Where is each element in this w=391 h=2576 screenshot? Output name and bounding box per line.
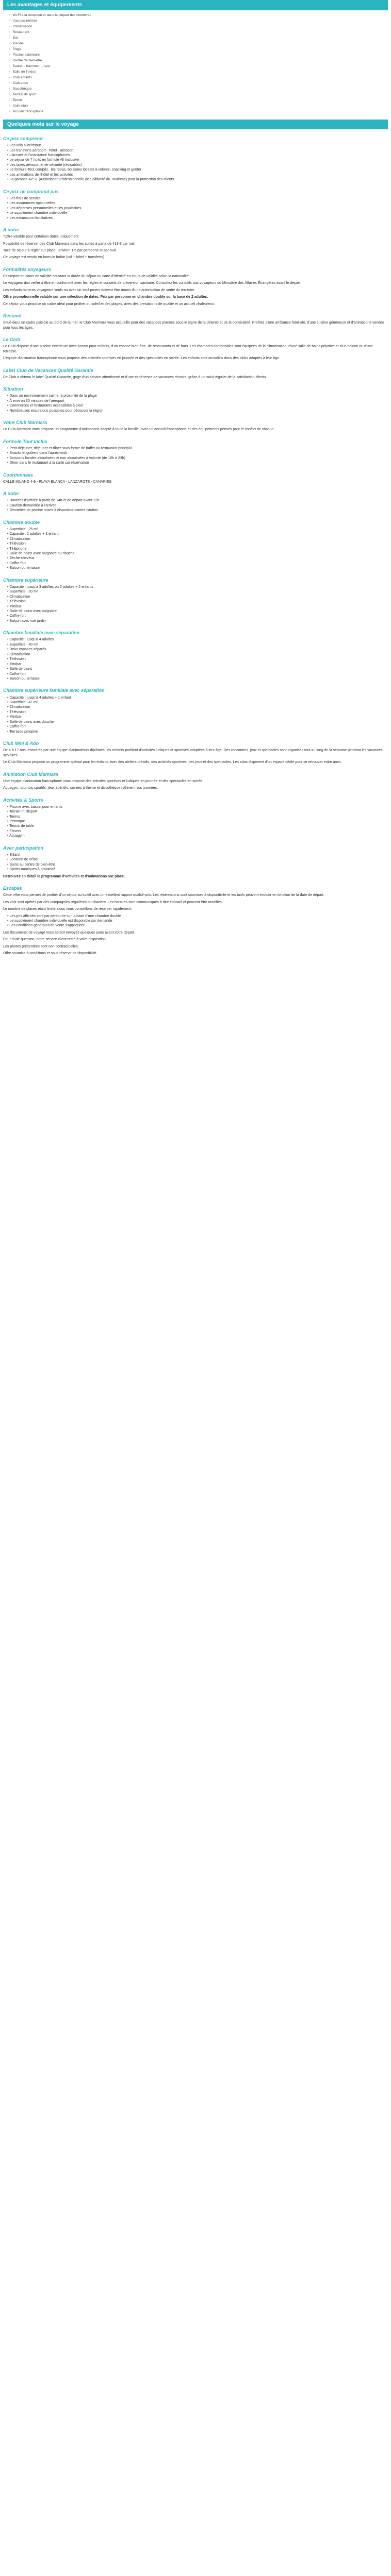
room-feature-label: Climatisation [9,652,30,656]
room-feature-label: Balcon ou terrasse [9,676,40,681]
included-item [7,143,388,148]
amenity-item [8,41,388,46]
check-icon: ✓ [8,64,11,68]
note-item [7,498,388,503]
check-icon: ✓ [8,87,11,91]
info-bullet-label: Les prix affichés sont par personne sur la base d'une chambre double [9,914,121,918]
info-paragraph: Les vols sont opérés par des compagnies régulières ou charters. Les horaires sont communiqués à titre indicatif et peuvent être modifiés. [3,900,223,904]
check-icon: ✓ [8,13,11,17]
heading-summary: Résumé [3,313,22,319]
activities-list [3,805,388,839]
included-list [3,143,388,182]
amenity-item [8,63,388,69]
footer-paragraph: Les photos présentées sont non contractuelles. [3,944,79,948]
note-item-label: Caution demandée à l'arrivée [9,503,57,507]
anim-paragraph: Aquagym, tournois sportifs, jeux apéritifs, soirées à thème et discothèque rythment vos journées. [3,786,158,790]
excluded-item [7,196,388,201]
amenity-item [8,58,388,63]
included-item [7,163,388,167]
included-item [7,177,388,182]
anim-block [3,779,388,791]
room-feature [7,696,388,700]
included-item [7,148,388,153]
amenity-item-label: Centre de bien-être [12,58,42,62]
situation-item-label: Dans un environnement calme, à proximité de la plage [9,394,97,398]
room-feature [7,730,388,734]
room-feature-label: Minibar [9,662,22,666]
activity-item [7,824,388,828]
family-list [3,637,388,681]
heading-double: Chambre double [3,519,40,525]
closing-text: Retrouvez en détail le programme d'activités et d'animations sur place. [3,874,125,878]
heading-note: A noter [3,227,20,232]
room-feature [7,652,388,657]
room-feature-label: Sèche-cheveux [9,556,35,561]
excluded-item [7,206,388,211]
heading-club: Le Club [3,337,20,343]
included-item-label: Les transferts aéroport - hôtel - aéroport [9,148,74,152]
activity-item-label: Aquagym [9,834,25,838]
room-feature-label: Coffre-fort [9,614,26,618]
check-icon: ✓ [8,98,11,102]
room-feature-label: Balcon ou terrasse [9,566,40,570]
amenity-item [8,103,388,109]
note-item-label: Horaires d'arrivée à partir de 14h et de départ avant 12h [9,499,100,503]
ourclub-text: Le Club Marmara vous propose un programme d'animations adapté à toute la famille, avec un accueil francophone et des équipements pensés pour le confort de chacun. [3,428,275,432]
activity-item-label: Tennis [9,815,20,819]
room-feature [7,667,388,671]
note-block [3,234,388,260]
room-feature [7,676,388,681]
check-icon: ✓ [8,75,11,79]
formality-line: Le voyageur doit veiller à être en conformité avec les règles et conseils de prévention sanitaire. Consultez les conseils aux voyageurs du Ministère des Affaires Étrangères avant le départ. [3,281,302,285]
club-paragraph: L'équipe d'animation francophone vous propose des activités sportives en journée et des spectacles en soirée. Les enfants sont accueillis dans des clubs adaptés à leur âge. [3,357,280,361]
supfamily-list [3,696,388,735]
activity-item [7,829,388,834]
activity-item-label: Piscine avec bassin pour enfants [9,805,62,809]
formality-line: Les enfants mineurs voyageant seuls ou avec un seul parent doivent être munis d'une autorisation de sortie du territoire. [3,288,196,292]
situation-list [3,394,388,413]
amenity-item [8,35,388,41]
amenity-item-label: Salle de fitness [12,70,36,74]
note-line: Ce voyage est vendu en formule forfait (vol + hôtel + transferts) [3,256,105,260]
excluded-list [3,196,388,221]
room-feature [7,551,388,556]
amenity-item [8,97,388,103]
room-feature-label: Capacité : jusqu'à 4 adultes + 1 enfant [9,696,71,700]
details-item [7,446,388,451]
heading-supfamily: Chambre supérieure familiale avec séparation [3,688,105,693]
amenities-list [3,12,388,114]
included-item [7,173,388,177]
paid-item [7,853,388,857]
heading-excluded: Ce prix ne comprend pas [3,189,59,194]
paid-item-label: Soins au centre de bien-être [9,862,55,867]
room-feature-label: Télévision [9,600,26,604]
included-item-label: Les animations de l'hôtel et les activités [9,173,73,177]
amenity-item [8,52,388,58]
check-icon: ✓ [8,19,11,23]
amenity-item [8,12,388,18]
room-feature-label: Capacité : jusqu'à 4 adultes [9,638,54,642]
amenity-item [8,24,388,29]
room-feature [7,715,388,719]
room-feature-label: Coffre-fort [9,561,26,565]
footer-paragraph: Offre soumise à conditions et sous réserve de disponibilité. [3,952,97,956]
room-feature [7,720,388,724]
details-item [7,461,388,465]
paid-item-label: Location de vélos [9,858,38,862]
details-item-label: Boissons locales alcoolisées et non alcoolisées à volonté (de 10h à 23h) [9,456,125,460]
amenity-item-label: Restaurant [12,30,29,34]
note-item [7,503,388,508]
room-feature [7,672,388,676]
info-block [3,893,388,911]
room-feature [7,561,388,566]
check-icon: ✓ [8,30,11,34]
footer-block [3,930,388,956]
room-feature-label: Climatisation [9,537,30,541]
heading-info: Escapes [3,886,22,891]
activity-item [7,834,388,838]
amenity-item-label: Climatisation [12,24,32,28]
footer-paragraph: Les documents de voyage vous seront envoyés quelques jours avant votre départ. [3,930,135,935]
heading-paid: Avec participation [3,845,44,851]
room-feature-label: Climatisation [9,595,30,599]
paid-item [7,857,388,862]
info-bullet [7,923,388,928]
info-bullet [7,919,388,923]
excluded-item-label: Les assurances optionnelles [9,201,55,206]
situation-item [7,403,388,408]
offer-heading: Offre promotionnelle valable sur une sélection de dates. Prix par personne en chambre double sur la base de 2 adultes. [3,295,208,299]
activity-item-label: Pétanque [9,819,25,823]
room-feature-label: Salle de bains avec baignoire [9,609,57,614]
amenity-item-label: Plage [12,47,22,51]
activity-item-label: Fitness [9,829,21,833]
heading-superior: Chambre supérieure [3,577,48,583]
note2-list [3,498,388,513]
room-feature [7,647,388,652]
label-text: Ce Club a obtenu le label Qualité Garantie, gage d'un service attentionné et d'une expérience de vacances réussie, grâce à un suivi régulier de la satisfaction clients. [3,375,267,379]
info-bullet [7,914,388,919]
page [0,0,391,956]
summary-text: Situé dans un cadre paisible au bord de la mer, le Club Marmara vous accueille pour des vacances placées sous le signe de la détente et de la convivialité. Profitez d'une ambiance familiale, d'une cuisine généreuse et d'animations variées pour tous les âges. [3,321,384,330]
included-item-label: L'accueil et l'assistance francophones [9,154,70,158]
formality-line: Passeport en cours de validité couvrant la durée du séjour ou carte d'identité en cours de validité selon la nationalité. [3,275,190,278]
situation-item-label: Nombreuses excursions possibles pour découvrir la région [9,409,104,413]
room-feature-label: Télévision [9,710,26,714]
activity-item [7,815,388,819]
heading-formalities: Formalités voyageurs [3,266,52,272]
activity-item [7,809,388,814]
room-feature [7,619,388,623]
note-line: *Offre valable pour certaines dates uniquement [3,235,79,239]
included-item [7,158,388,162]
excluded-item [7,211,388,215]
activity-item [7,819,388,824]
excluded-item-label: Les excursions facultatives [9,216,53,220]
amenity-item [8,92,388,97]
info-bullet-label: Les conditions générales de vente s'appliquent [9,924,85,928]
check-icon: ✓ [8,92,11,96]
room-feature-label: Salle de bains avec baignoire ou douche [9,551,75,555]
room-feature [7,595,388,599]
room-feature [7,527,388,532]
included-item-label: La formule Tout compris : les repas, boissons locales à volonté, snacking et goûter [9,168,141,172]
section-banner-amenities: Les avantages et équipements [3,0,388,10]
room-feature [7,547,388,551]
club-block [3,344,388,361]
amenity-item-label: Piscine [12,41,24,45]
amenity-item-label: Discothèque [12,87,32,91]
check-icon: ✓ [8,70,11,74]
amenity-item [8,75,388,80]
room-feature-label: Minibar [9,715,22,719]
room-feature [7,532,388,536]
room-feature [7,710,388,715]
club-paragraph: Le Club dispose d'une piscine extérieure avec bassin pour enfants, d'un espace bien-être, de restaurants et de bars. Les chambres confortables sont équipées de la climatisation, d'une salle de bains privative et d'un balcon ou d'une terrasse. [3,345,373,353]
paid-item [7,862,388,867]
details-item [7,451,388,455]
check-icon: ✓ [8,109,11,113]
heading-anim: Animation Club Marmara [3,771,58,777]
heading-included: Ce prix comprend [3,136,43,141]
situation-item-label: À environ 30 minutes de l'aéroport [9,399,64,403]
amenity-item-label: Wi-Fi à la réception et dans la plupart des chambres [12,13,91,17]
situation-item [7,399,388,403]
room-feature [7,700,388,705]
info-bullets [3,914,388,928]
room-feature [7,556,388,561]
room-feature-label: Superficie : 30 m² [9,590,38,594]
room-feature-label: Deux espaces séparés [9,648,46,652]
amenity-item [8,86,388,92]
room-feature [7,589,388,594]
room-feature [7,609,388,614]
heading-details: Formule Tout Inclus [3,438,47,444]
room-feature-label: Superficie : 47 m² [9,701,38,704]
footer-paragraph: Pour toute question, notre service client reste à votre disposition. [3,938,107,942]
coords-text: CALLE MILANO 4-9 - PLAYA BLANCA - LANZAROTE - CANARIES [3,480,112,484]
amenity-item-label: Accueil francophone [12,109,44,113]
excluded-item-label: Le supplément chambre individuelle [9,211,68,215]
room-feature-label: Télévision [9,657,26,662]
included-item-label: Les vols aller/retour [9,144,41,148]
room-feature [7,614,388,618]
room-feature [7,657,388,662]
amenity-item-label: Animation [12,104,28,108]
room-feature [7,566,388,570]
room-feature [7,604,388,609]
note-line: Taxe de séjour à régler sur place : environ 1 € par personne et par nuit [3,248,116,252]
room-feature [7,705,388,709]
room-feature-label: Coffre-fort [9,672,26,676]
room-feature [7,537,388,541]
check-icon: ✓ [8,24,11,28]
room-feature-label: Capacité : jusqu'à 3 adultes ou 2 adultes + 2 enfants [9,585,94,589]
anim-paragraph: Une équipe d'animation francophone vous propose des activités sportives et ludiques en journée et des spectacles en soirée. [3,779,204,783]
heading-family: Chambre familiale avec séparation [3,630,80,636]
amenity-item-label: Piscine extérieure [12,53,40,57]
activity-item-label: Terrain multisport [9,810,37,814]
details-item [7,456,388,461]
amenity-item-label: Vue piscine/mer [12,19,37,23]
room-feature [7,662,388,667]
check-icon: ✓ [8,47,11,51]
situation-item-label: Commerces et restaurants accessibles à pied [9,404,83,408]
room-feature-label: Capacité : 2 adultes + 1 enfant [9,532,59,536]
amenity-item [8,69,388,75]
situation-item [7,409,388,413]
room-feature-label: Superficie : 25 m² [9,527,38,531]
activity-item [7,805,388,809]
amenity-item [8,29,388,35]
room-feature [7,585,388,589]
activity-item-label: Tennis de table [9,824,34,828]
amenity-item-label: Bar [12,36,18,40]
info-paragraph: Cette offre vous permet de profiter d'un séjour au soleil avec un excellent rapport qualité-prix. Les réservations sont soumises à disponibilité et les tarifs peuvent évoluer en fonction de la date de départ. [3,893,324,897]
check-icon: ✓ [8,58,11,62]
amenity-item-label: Club ados [12,81,28,85]
room-feature-label: Terrasse privative [9,730,38,734]
heading-situation: Situation [3,386,23,392]
room-feature [7,541,388,546]
check-icon: ✓ [8,36,11,40]
room-feature [7,724,388,729]
room-feature-label: Salle de bains [9,667,32,671]
excluded-item-label: Les frais de service [9,196,41,200]
room-feature-label: Superficie : 40 m² [9,642,38,647]
amenity-item-label: Sauna – hammam – spa [12,64,50,68]
note-item-label: Serviettes de piscine mises à disposition contre caution [9,509,98,513]
heading-label: Label Club de Vacances Qualité Garantie [3,367,93,373]
section-banner-trip: Quelques mots sur le voyage [3,120,388,130]
included-item-label: La garantie APST (Association Professionnelle de Solidarité du Tourisme) pour la protection des clients [9,178,174,182]
offer-text: Ce séjour vous propose un cadre idéal pour profiter du soleil et des plages, avec des prestations de qualité et un accueil chaleureux. [3,302,215,306]
amenity-item [8,109,388,114]
room-feature-label: Minibar [9,604,22,608]
excluded-item [7,201,388,206]
included-item [7,153,388,158]
heading-note-2: A noter [3,491,20,497]
paid-list [3,853,388,872]
room-feature [7,599,388,604]
info-paragraph: Le nombre de places étant limité, nous vous conseillons de réserver rapidement. [3,907,132,911]
amenity-item [8,18,388,24]
paid-item-label: Billard [9,853,20,857]
room-feature-label: Salle de bains avec douche [9,720,54,724]
double-list [3,527,388,571]
paid-item [7,867,388,872]
heading-activities: Activités & Sports [3,797,43,803]
included-item-label: Le séjour de 7 nuits en formule All Inclusive [9,158,79,162]
amenity-item [8,46,388,52]
heading-kids: Club Mini & Ado [3,741,39,747]
included-item-label: Les taxes aéroport et de sécurité (révisables) [9,163,82,167]
amenity-item [8,80,388,86]
excluded-item-label: Les dépenses personnelles et les pourboires [9,206,82,210]
amenity-item-label: Tennis [12,98,23,102]
superior-list [3,585,388,624]
room-feature-label: Coffre-fort [9,725,26,729]
check-icon: ✓ [8,104,11,108]
paid-item-label: Sports nautiques à proximité [9,868,56,872]
check-icon: ✓ [8,41,11,45]
formalities-block [3,274,388,293]
room-feature-label: Balcon avec vue jardin [9,619,46,623]
check-icon: ✓ [8,53,11,57]
check-icon: ✓ [8,81,11,85]
info-bullet-label: Le supplément chambre individuelle est disponible sur demande [9,919,112,923]
details-list [3,446,388,466]
room-feature [7,637,388,642]
situation-item [7,394,388,398]
amenity-item-label: Terrain de sport [12,92,37,96]
excluded-item [7,216,388,221]
room-feature [7,642,388,647]
room-feature-label: Téléphone [9,547,27,551]
kids-text-2: Le Club Marmara propose un programme spécial pour les enfants avec des ateliers créatifs, des activités sportives, des jeux et des spectacles. Les ados disposent d'un espace dédié pour se retrouver entre amis. [3,760,342,765]
included-item [7,167,388,172]
room-feature-label: Télévision [9,542,26,546]
room-feature-label: Climatisation [9,705,30,709]
details-item-label: Snacks et goûters dans l'après-midi [9,451,67,455]
details-item-label: Petit-déjeuner, déjeuner et dîner sous forme de buffet au restaurant principal [9,446,132,450]
heading-ourclub: Votre Club Marmara [3,420,47,426]
heading-coords: Coordonnées [3,472,34,478]
note-item [7,508,388,513]
kids-text: De 4 à 17 ans, encadrés par une équipe d'animateurs diplômés, les enfants profitent d'activités ludiques et sportives adaptées à leur âge. Des rencontres, jeux et spectacles sont organisés tout au long de la semaine pendant les vacances scolaires. [3,749,383,757]
details-item-label: Dîner dans le restaurant à la carte sur réservation [9,461,89,465]
note-line: Possibilité de réserver des Club Marmara dans les suites à partir de 419 € par nuit [3,242,135,246]
amenity-item-label: Club enfants [12,75,32,79]
